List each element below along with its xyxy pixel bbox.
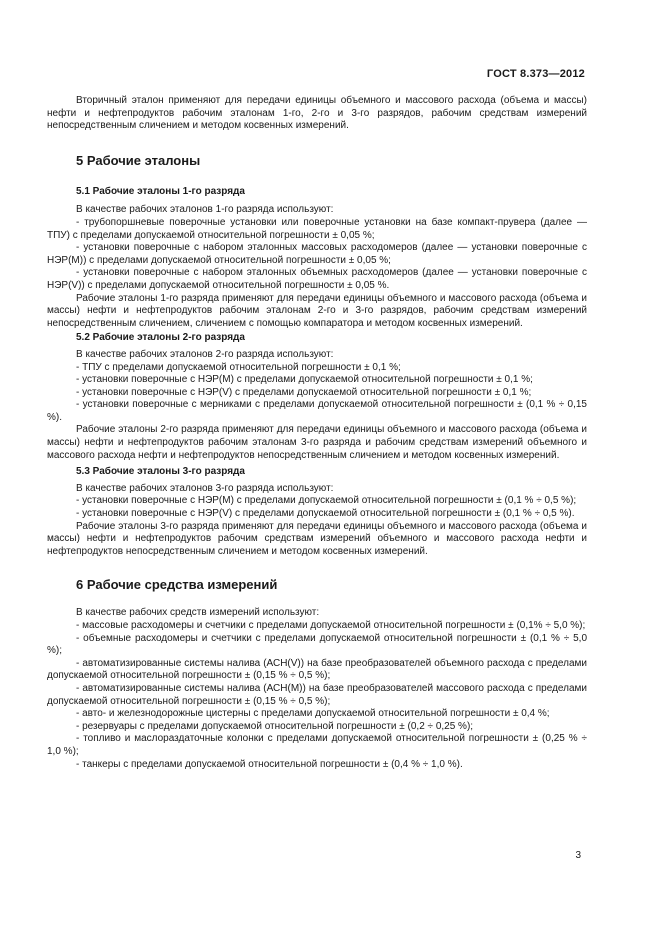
list-item: - установки поверочные с набором эталонных массовых расходомеров (далее — установки поверочные с НЭР(М)) с пределами допускаемой относительной погрешности ± 0,05 %; bbox=[47, 242, 587, 266]
subsection-5-3-lead: В качестве рабочих эталонов 3-го разряда используют: bbox=[76, 482, 334, 494]
standard-code-header: ГОСТ 8.373—2012 bbox=[486, 68, 585, 80]
subsection-5-2-heading: 5.2 Рабочие эталоны 2-го разряда bbox=[76, 332, 245, 344]
list-item: - автоматизированные системы налива (АСН(V)) на базе преобразователей объемного расхода с пределами допускаемой относительной погрешности ± (0,15 % ÷ 0,5 %); bbox=[47, 657, 587, 682]
list-item: - установки поверочные с НЭР(М) с пределами допускаемой относительной погрешности ± (0,1 % ÷ 0,5 %); bbox=[76, 495, 577, 507]
list-item: - установки поверочные с набором эталонных объемных расходомеров (далее — установки поверочные с НЭР(V)) с пределами допускаемой относительной погрешности ± 0,05 %. bbox=[47, 267, 587, 291]
list-item: - автоматизированные системы налива (АСН(М)) на базе преобразователей массового расхода с пределами допускаемой относительной погрешности ± (0,15 % ÷ 0,5 %); bbox=[47, 682, 587, 707]
section-6-heading: 6 Рабочие средства измерений bbox=[76, 577, 278, 593]
list-item: - объемные расходомеры и счетчики с пределами допускаемой относительной погрешности ± (0,1 % ÷ 5,0 %); bbox=[47, 632, 587, 657]
list-item: - резервуары с пределами допускаемой относительной погрешности ± (0,2 ÷ 0,25 %); bbox=[76, 720, 474, 732]
page-number: 3 bbox=[575, 850, 581, 861]
list-item: - танкеры с пределами допускаемой относительной погрешности ± (0,4 % ÷ 1,0 %). bbox=[76, 758, 463, 770]
subsection-5-2-closing: Рабочие эталоны 2-го разряда применяют для передачи единицы объемного и массового расхода (объема и массы) нефти и нефтепродуктов рабочим эталонам 3-го разряда и рабочим средствам измерений объемного и массового расхода нефти и нефтепродуктов непосредственным сличением и методом косвенных измерений. bbox=[47, 424, 587, 461]
list-item: - авто- и железнодорожные цистерны с пределами допускаемой относительной погрешности ± 0,4 %; bbox=[76, 708, 550, 720]
list-item: - установки поверочные с НЭР(V) с пределами допускаемой относительной погрешности ± (0,1 % ÷ 0,5 %). bbox=[76, 508, 575, 520]
subsection-5-1-closing: Рабочие эталоны 1-го разряда применяют для передачи единицы объемного и массового расхода (объема и массы) нефти и нефтепродуктов рабочим эталонам 2-го и 3-го разрядов, рабочим средствам измерений непосредственным сличением, сличением с помощью компаратора и методом косвенных измерений. bbox=[47, 292, 587, 329]
list-item: - ТПУ с пределами допускаемой относительной погрешности ± 0,1 %; bbox=[76, 361, 401, 373]
list-item: - топливо и маслораздаточные колонки с пределами допускаемой относительной погрешности ± (0,25 % ÷ 1,0 %); bbox=[47, 733, 587, 757]
subsection-5-3-closing: Рабочие эталоны 3-го разряда применяют для передачи единицы объемного и массового расхода (объема и массы) нефти и нефтепродуктов рабочим средствам измерений объемного и массового расхода нефти и нефтепродуктов непосредственным сличением и методом косвенных измерений. bbox=[47, 520, 587, 557]
section-5-heading: 5 Рабочие эталоны bbox=[76, 152, 201, 168]
page-content bbox=[47, 95, 587, 771]
list-item: - массовые расходомеры и счетчики с пределами допускаемой относительной погрешности ± (0,1% ÷ 5,0 %); bbox=[76, 620, 586, 631]
list-item: - установки поверочные с НЭР(V) с пределами допускаемой относительной погрешности ± 0,1 %; bbox=[76, 386, 532, 398]
list-item: - установки поверочные с НЭР(М) с пределами допускаемой относительной погрешности ± 0,1 %; bbox=[76, 374, 533, 386]
subsection-5-2-lead: В качестве рабочих эталонов 2-го разряда используют: bbox=[76, 348, 334, 360]
list-item: - трубопоршневые поверочные установки или поверочные установки на базе компакт-прувера (далее — ТПУ) с пределами допускаемой относительной погрешности ± 0,05 %; bbox=[47, 216, 587, 241]
subsection-5-3-heading: 5.3 Рабочие эталоны 3-го разряда bbox=[76, 466, 245, 478]
list-item: - установки поверочные с мерниками с пределами допускаемой относительной погрешности ± (0,1 % ÷ 0,15 %). bbox=[47, 399, 587, 423]
section-6-lead: В качестве рабочих средств измерений используют: bbox=[76, 607, 320, 619]
intro-paragraph: Вторичный эталон применяют для передачи единицы объемного и массового расхода (объема и массы) нефти и нефтепродуктов рабочим эталонам 1-го, 2-го и 3-го разрядов, рабочим средствам измерений непосредственным сличением и методом косвенных измерений. bbox=[47, 95, 587, 132]
subsection-5-1-lead: В качестве рабочих эталонов 1-го разряда используют: bbox=[76, 204, 334, 216]
subsection-5-1-heading: 5.1 Рабочие эталоны 1-го разряда bbox=[76, 185, 245, 197]
